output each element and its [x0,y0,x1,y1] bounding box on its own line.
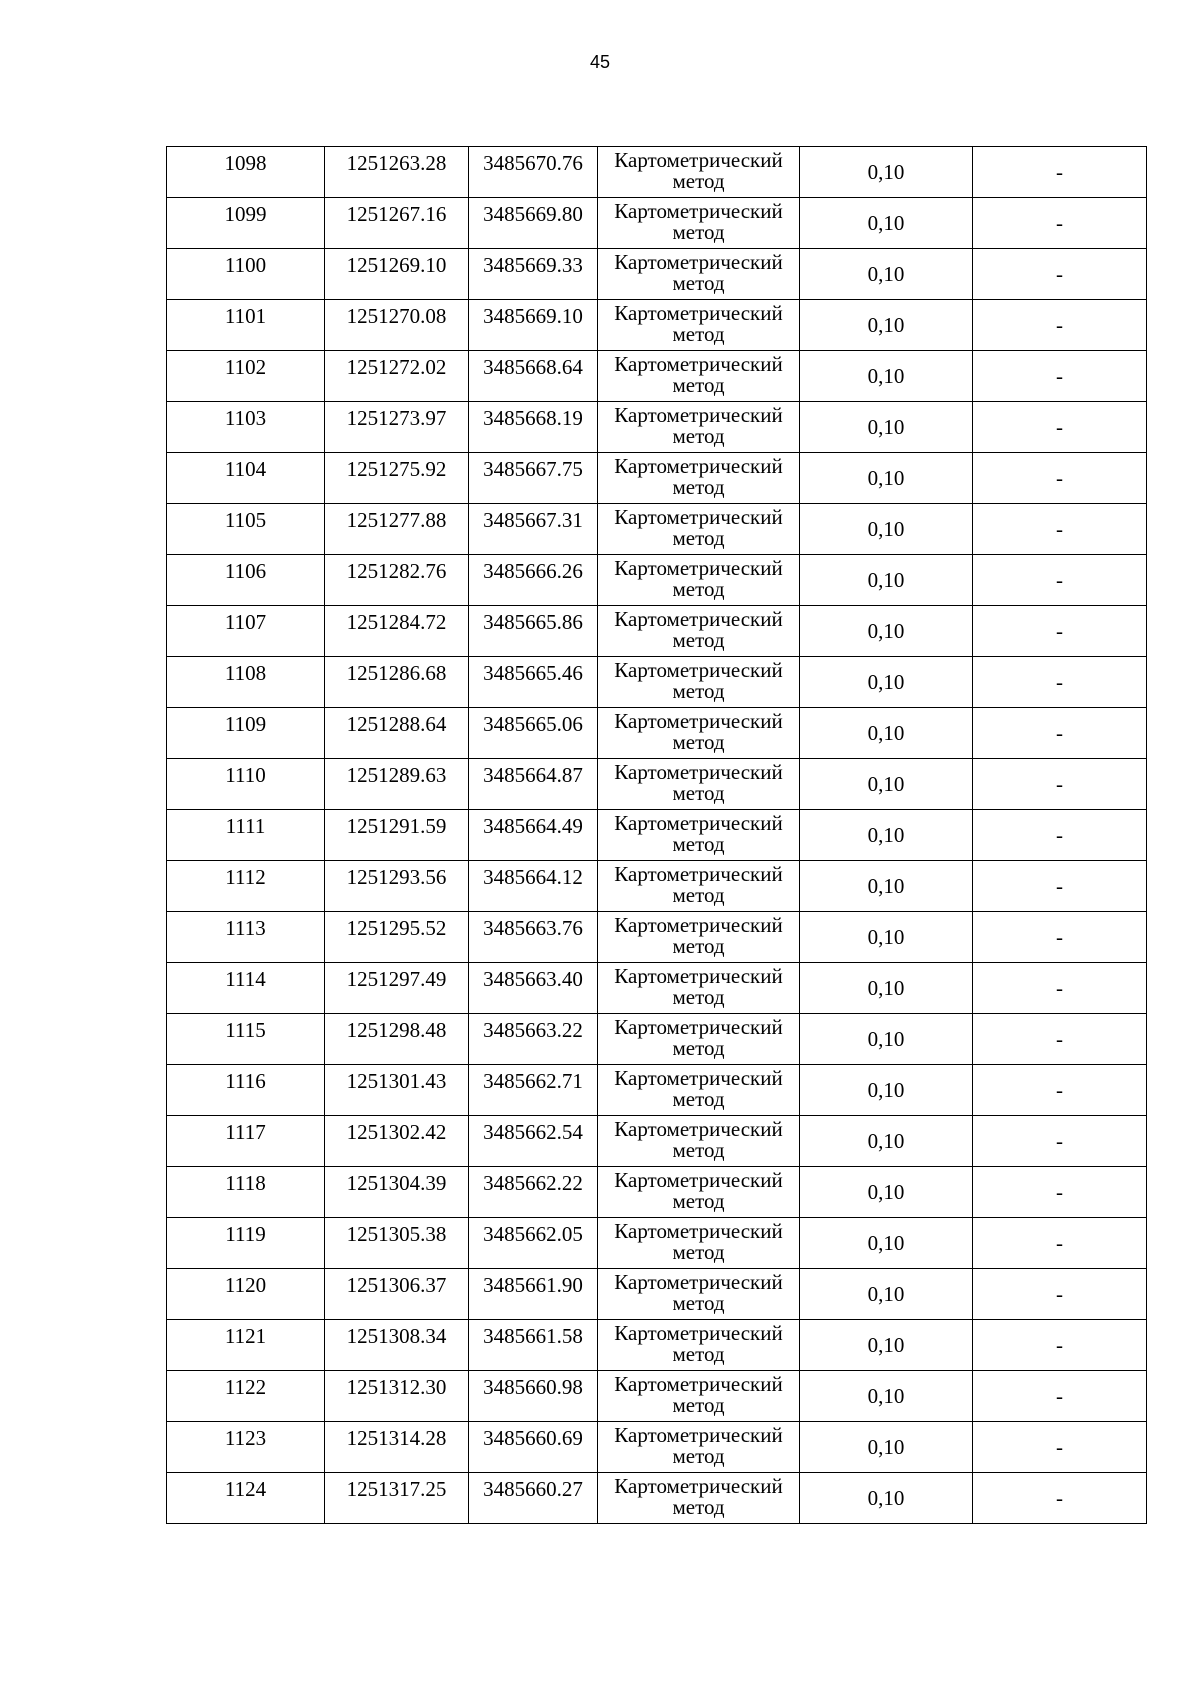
x-coordinate-cell: 1251269.10 [325,249,469,300]
x-coordinate-cell: 1251312.30 [325,1371,469,1422]
table-row [167,657,1147,708]
note-cell: - [973,555,1147,606]
method-line-2: метод [672,1342,725,1366]
x-coordinate-cell: 1251305.38 [325,1218,469,1269]
table-row [167,504,1147,555]
method-cell [598,1167,800,1218]
accuracy-cell: 0,10 [800,402,973,453]
method-cell [598,351,800,402]
point-number-cell: 1113 [167,912,325,963]
point-number-cell: 1114 [167,963,325,1014]
accuracy-cell: 0,10 [800,1269,973,1320]
accuracy-cell: 0,10 [800,1371,973,1422]
note-cell: - [973,657,1147,708]
method-cell [598,1473,800,1524]
point-number-cell: 1098 [167,147,325,198]
method-line-1: Картометрический [614,1270,783,1294]
point-number-cell: 1101 [167,300,325,351]
method-line-2: метод [672,1087,725,1111]
y-coordinate-cell: 3485665.86 [469,606,598,657]
method-line-1: Картометрический [614,1168,783,1192]
method-line-1: Картометрический [614,1321,783,1345]
method-line-2: метод [672,1393,725,1417]
method-cell [598,759,800,810]
accuracy-cell: 0,10 [800,249,973,300]
x-coordinate-cell: 1251267.16 [325,198,469,249]
method-cell [598,453,800,504]
table-row [167,912,1147,963]
point-number-cell: 1123 [167,1422,325,1473]
note-cell: - [973,1473,1147,1524]
accuracy-cell: 0,10 [800,1218,973,1269]
point-number-cell: 1119 [167,1218,325,1269]
method-line-2: метод [672,1138,725,1162]
method-line-1: Картометрический [614,658,783,682]
point-number-cell: 1107 [167,606,325,657]
method-line-2: метод [672,628,725,652]
note-cell: - [973,1320,1147,1371]
accuracy-cell: 0,10 [800,147,973,198]
point-number-cell: 1111 [167,810,325,861]
accuracy-cell: 0,10 [800,1065,973,1116]
method-line-1: Картометрический [614,556,783,580]
accuracy-cell: 0,10 [800,1167,973,1218]
x-coordinate-cell: 1251304.39 [325,1167,469,1218]
table-row [167,402,1147,453]
method-line-2: метод [672,1189,725,1213]
x-coordinate-cell: 1251317.25 [325,1473,469,1524]
point-number-cell: 1105 [167,504,325,555]
point-number-cell: 1117 [167,1116,325,1167]
note-cell: - [973,1065,1147,1116]
method-line-2: метод [672,1444,725,1468]
accuracy-cell: 0,10 [800,1320,973,1371]
note-cell: - [973,912,1147,963]
method-line-1: Картометрический [614,454,783,478]
table-row [167,1116,1147,1167]
method-line-2: метод [672,1036,725,1060]
x-coordinate-cell: 1251282.76 [325,555,469,606]
table-row [167,351,1147,402]
table-row [167,1218,1147,1269]
note-cell: - [973,453,1147,504]
table-row [167,453,1147,504]
y-coordinate-cell: 3485664.87 [469,759,598,810]
method-line-1: Картометрический [614,1219,783,1243]
x-coordinate-cell: 1251263.28 [325,147,469,198]
coordinates-table [166,146,1147,1524]
accuracy-cell: 0,10 [800,657,973,708]
accuracy-cell: 0,10 [800,1422,973,1473]
note-cell: - [973,759,1147,810]
note-cell: - [973,351,1147,402]
table-row [167,1422,1147,1473]
y-coordinate-cell: 3485667.75 [469,453,598,504]
table-row [167,861,1147,912]
y-coordinate-cell: 3485664.49 [469,810,598,861]
method-line-2: метод [672,1495,725,1519]
note-cell: - [973,1371,1147,1422]
accuracy-cell: 0,10 [800,504,973,555]
method-cell [598,147,800,198]
y-coordinate-cell: 3485660.69 [469,1422,598,1473]
note-cell: - [973,504,1147,555]
method-line-1: Картометрический [614,1474,783,1498]
note-cell: - [973,1167,1147,1218]
method-cell [598,1422,800,1473]
note-cell: - [973,810,1147,861]
method-cell [598,708,800,759]
x-coordinate-cell: 1251295.52 [325,912,469,963]
x-coordinate-cell: 1251270.08 [325,300,469,351]
method-line-1: Картометрический [614,1423,783,1447]
method-cell [598,606,800,657]
point-number-cell: 1102 [167,351,325,402]
method-cell [598,657,800,708]
method-line-1: Картометрический [614,709,783,733]
y-coordinate-cell: 3485670.76 [469,147,598,198]
table-row [167,1269,1147,1320]
y-coordinate-cell: 3485662.54 [469,1116,598,1167]
method-line-1: Картометрический [614,1015,783,1039]
method-cell [598,963,800,1014]
method-line-1: Картометрический [614,964,783,988]
x-coordinate-cell: 1251301.43 [325,1065,469,1116]
accuracy-cell: 0,10 [800,1014,973,1065]
note-cell: - [973,198,1147,249]
table-row [167,249,1147,300]
x-coordinate-cell: 1251302.42 [325,1116,469,1167]
method-line-2: метод [672,679,725,703]
table-row [167,963,1147,1014]
method-line-2: метод [672,730,725,754]
method-line-1: Картометрический [614,403,783,427]
accuracy-cell: 0,10 [800,708,973,759]
method-line-1: Картометрический [614,1372,783,1396]
point-number-cell: 1124 [167,1473,325,1524]
method-line-1: Картометрический [614,148,783,172]
point-number-cell: 1116 [167,1065,325,1116]
y-coordinate-cell: 3485667.31 [469,504,598,555]
y-coordinate-cell: 3485660.27 [469,1473,598,1524]
method-cell [598,861,800,912]
accuracy-cell: 0,10 [800,351,973,402]
table-row [167,1014,1147,1065]
point-number-cell: 1120 [167,1269,325,1320]
x-coordinate-cell: 1251272.02 [325,351,469,402]
y-coordinate-cell: 3485662.22 [469,1167,598,1218]
y-coordinate-cell: 3485663.22 [469,1014,598,1065]
method-line-2: метод [672,832,725,856]
x-coordinate-cell: 1251277.88 [325,504,469,555]
table-row [167,606,1147,657]
x-coordinate-cell: 1251297.49 [325,963,469,1014]
y-coordinate-cell: 3485665.06 [469,708,598,759]
y-coordinate-cell: 3485661.90 [469,1269,598,1320]
method-cell [598,1116,800,1167]
method-cell [598,504,800,555]
note-cell: - [973,1218,1147,1269]
method-cell [598,1371,800,1422]
point-number-cell: 1121 [167,1320,325,1371]
y-coordinate-cell: 3485663.40 [469,963,598,1014]
method-line-2: метод [672,781,725,805]
x-coordinate-cell: 1251314.28 [325,1422,469,1473]
table-row [167,198,1147,249]
point-number-cell: 1122 [167,1371,325,1422]
x-coordinate-cell: 1251291.59 [325,810,469,861]
method-cell [598,555,800,606]
x-coordinate-cell: 1251288.64 [325,708,469,759]
method-cell [598,1269,800,1320]
method-line-2: метод [672,475,725,499]
method-line-1: Картометрический [614,250,783,274]
accuracy-cell: 0,10 [800,963,973,1014]
method-cell [598,1218,800,1269]
note-cell: - [973,249,1147,300]
table-row [167,810,1147,861]
method-line-2: метод [672,934,725,958]
method-line-2: метод [672,169,725,193]
method-cell [598,249,800,300]
method-line-2: метод [672,373,725,397]
method-line-1: Картометрический [614,1117,783,1141]
point-number-cell: 1100 [167,249,325,300]
note-cell: - [973,147,1147,198]
accuracy-cell: 0,10 [800,810,973,861]
y-coordinate-cell: 3485666.26 [469,555,598,606]
x-coordinate-cell: 1251298.48 [325,1014,469,1065]
method-line-2: метод [672,271,725,295]
note-cell: - [973,402,1147,453]
accuracy-cell: 0,10 [800,861,973,912]
y-coordinate-cell: 3485669.33 [469,249,598,300]
point-number-cell: 1112 [167,861,325,912]
method-cell [598,300,800,351]
x-coordinate-cell: 1251273.97 [325,402,469,453]
table-row [167,1167,1147,1218]
note-cell: - [973,708,1147,759]
method-line-1: Картометрический [614,811,783,835]
method-line-1: Картометрический [614,607,783,631]
method-line-1: Картометрический [614,301,783,325]
table-row [167,300,1147,351]
table-row [167,708,1147,759]
method-line-2: метод [672,424,725,448]
method-cell [598,402,800,453]
y-coordinate-cell: 3485668.64 [469,351,598,402]
point-number-cell: 1103 [167,402,325,453]
y-coordinate-cell: 3485661.58 [469,1320,598,1371]
note-cell: - [973,963,1147,1014]
method-line-2: метод [672,1240,725,1264]
y-coordinate-cell: 3485660.98 [469,1371,598,1422]
table-row [167,1473,1147,1524]
method-line-1: Картометрический [614,1066,783,1090]
y-coordinate-cell: 3485669.10 [469,300,598,351]
note-cell: - [973,1014,1147,1065]
method-line-1: Картометрический [614,913,783,937]
accuracy-cell: 0,10 [800,1116,973,1167]
x-coordinate-cell: 1251275.92 [325,453,469,504]
table-row [167,1065,1147,1116]
accuracy-cell: 0,10 [800,198,973,249]
point-number-cell: 1118 [167,1167,325,1218]
note-cell: - [973,300,1147,351]
method-line-2: метод [672,220,725,244]
coordinates-table-body [167,147,1147,1524]
y-coordinate-cell: 3485665.46 [469,657,598,708]
accuracy-cell: 0,10 [800,1473,973,1524]
table-row [167,555,1147,606]
point-number-cell: 1106 [167,555,325,606]
method-cell [598,1320,800,1371]
method-cell [598,1014,800,1065]
method-cell [598,1065,800,1116]
method-line-2: метод [672,322,725,346]
y-coordinate-cell: 3485669.80 [469,198,598,249]
method-line-2: метод [672,883,725,907]
table-row [167,1320,1147,1371]
note-cell: - [973,1269,1147,1320]
method-line-1: Картометрический [614,760,783,784]
x-coordinate-cell: 1251293.56 [325,861,469,912]
table-row [167,147,1147,198]
method-line-1: Картометрический [614,862,783,886]
y-coordinate-cell: 3485664.12 [469,861,598,912]
method-line-2: метод [672,985,725,1009]
table-row [167,759,1147,810]
point-number-cell: 1104 [167,453,325,504]
method-line-2: метод [672,526,725,550]
method-cell [598,198,800,249]
note-cell: - [973,606,1147,657]
point-number-cell: 1108 [167,657,325,708]
note-cell: - [973,861,1147,912]
accuracy-cell: 0,10 [800,555,973,606]
y-coordinate-cell: 3485668.19 [469,402,598,453]
y-coordinate-cell: 3485662.71 [469,1065,598,1116]
point-number-cell: 1110 [167,759,325,810]
accuracy-cell: 0,10 [800,912,973,963]
page-number: 45 [589,52,611,72]
method-line-1: Картометрический [614,199,783,223]
method-line-2: метод [672,577,725,601]
note-cell: - [973,1116,1147,1167]
accuracy-cell: 0,10 [800,300,973,351]
accuracy-cell: 0,10 [800,453,973,504]
y-coordinate-cell: 3485662.05 [469,1218,598,1269]
method-line-1: Картометрический [614,352,783,376]
method-line-2: метод [672,1291,725,1315]
x-coordinate-cell: 1251308.34 [325,1320,469,1371]
x-coordinate-cell: 1251306.37 [325,1269,469,1320]
table-row [167,1371,1147,1422]
point-number-cell: 1109 [167,708,325,759]
method-cell [598,810,800,861]
method-line-1: Картометрический [614,505,783,529]
x-coordinate-cell: 1251289.63 [325,759,469,810]
accuracy-cell: 0,10 [800,606,973,657]
accuracy-cell: 0,10 [800,759,973,810]
x-coordinate-cell: 1251284.72 [325,606,469,657]
method-cell [598,912,800,963]
y-coordinate-cell: 3485663.76 [469,912,598,963]
point-number-cell: 1115 [167,1014,325,1065]
point-number-cell: 1099 [167,198,325,249]
note-cell: - [973,1422,1147,1473]
x-coordinate-cell: 1251286.68 [325,657,469,708]
